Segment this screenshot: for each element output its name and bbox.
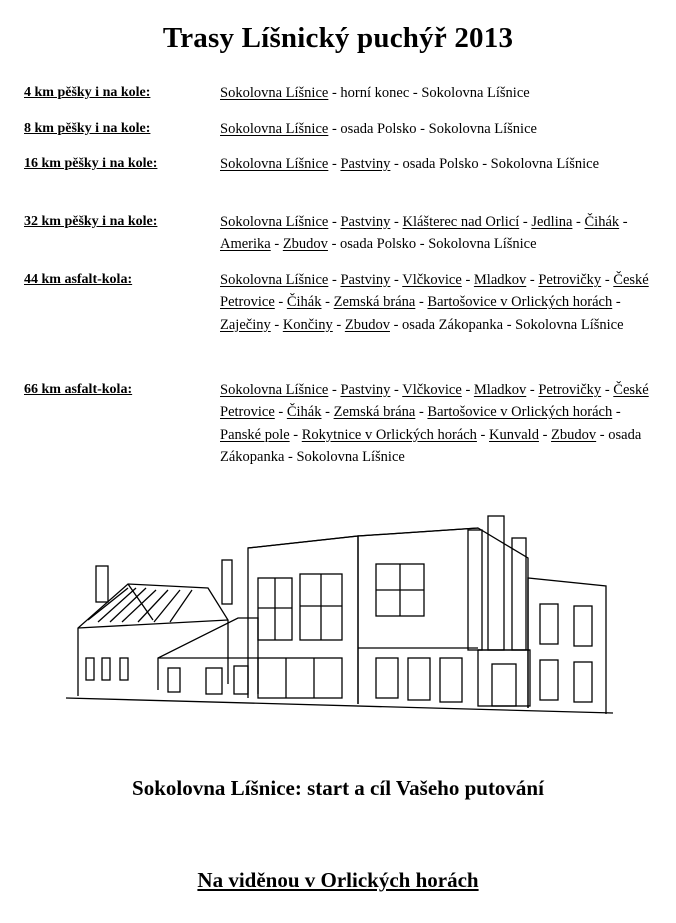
stop-link[interactable]: Sokolovna Líšnice (220, 382, 329, 398)
route-label-44km: 44 km asfalt-kola: (24, 272, 133, 287)
stop-connector-text: - (390, 214, 403, 230)
stop-connector-text: - (415, 404, 428, 421)
stop-link[interactable]: Sokolovna Líšnice (220, 214, 329, 230)
stop-connector-text: - (328, 382, 341, 398)
route-label-16km: 16 km pěšky i na kole: (24, 156, 158, 171)
start-finish-heading: Sokolovna Líšnice: start a cíl Vašeho putování (132, 776, 544, 800)
route-label-66km: 66 km asfalt-kola: (24, 382, 133, 397)
stop-connector-text: - (270, 236, 283, 253)
stop-link[interactable]: České Petrovice (220, 272, 649, 311)
stop-link[interactable]: Mladkov (473, 272, 527, 288)
stop-link[interactable]: Bartošovice v Orlických horách (427, 294, 613, 311)
route-stops-16km (220, 153, 620, 175)
route-stops-4km (220, 82, 660, 104)
stop-link[interactable]: Sokolovna Líšnice (220, 85, 329, 101)
stop-link[interactable]: Zaječiny (220, 316, 271, 333)
stop-connector-text: - (321, 404, 334, 421)
stop-connector-text: - (328, 272, 341, 288)
stop-link[interactable]: Končiny (282, 316, 333, 333)
stop-link[interactable]: Čihák (286, 294, 322, 311)
stop-connector-text: - (289, 426, 302, 443)
route-label-8km: 8 km pěšky i na kole: (24, 121, 151, 136)
stop-link[interactable]: Zbudov (551, 426, 597, 443)
stop-connector-text: - (321, 294, 334, 311)
stop-link[interactable]: Jedlina (531, 214, 573, 230)
stop-connector-text: - (461, 272, 474, 288)
stop-link[interactable]: Čihák (286, 404, 322, 421)
stop-connector-text: - (526, 272, 539, 288)
stop-connector-text: - (328, 214, 341, 230)
stop-connector-text: - horní konec - Sokolovna Líšnice (328, 85, 530, 101)
page-title: Trasy Líšnický puchýř 2013 (162, 22, 514, 54)
stop-link[interactable]: Vlčkovice (402, 272, 462, 288)
stop-link[interactable]: Bartošovice v Orlických horách (427, 404, 613, 421)
stop-link[interactable]: Pastviny (340, 156, 391, 172)
route-stops-66km (220, 379, 660, 468)
route-label-32km: 32 km pěšky i na kole: (24, 214, 158, 229)
route-label-4km: 4 km pěšky i na kole: (24, 85, 151, 100)
stop-link[interactable]: Čihák (584, 214, 620, 230)
stop-connector-text: - (619, 214, 628, 230)
stop-connector-text: - (415, 294, 428, 311)
stop-connector-text: - (274, 404, 287, 421)
stop-link[interactable]: Zemská brána (333, 294, 416, 311)
stop-link[interactable]: Zbudov (344, 316, 390, 333)
stop-link[interactable]: Klášterec nad Orlicí (402, 214, 520, 230)
stop-link[interactable]: Sokolovna Líšnice (220, 272, 329, 288)
stop-connector-text: - osada Zákopanka - Sokolovna Líšnice (389, 316, 624, 333)
stop-connector-text: - (612, 294, 621, 311)
stop-connector-text: - osada Polsko - Sokolovna Líšnice (327, 236, 537, 253)
stop-connector-text: - (572, 214, 585, 230)
stop-connector-text: - (612, 404, 621, 421)
stop-link[interactable]: Pastviny (340, 382, 391, 398)
stop-link[interactable]: Pastviny (340, 214, 391, 230)
route-stops-44km (220, 269, 660, 336)
route-stops-8km (220, 118, 660, 140)
stop-link[interactable]: Kunvald (489, 426, 539, 443)
stop-connector-text: - (519, 214, 532, 230)
stop-connector-text: - (270, 316, 283, 333)
stop-link[interactable]: Sokolovna Líšnice (220, 121, 329, 137)
stop-link[interactable]: Panské pole (220, 426, 290, 443)
stop-connector-text: - (274, 294, 287, 311)
stop-link[interactable]: České Petrovice (220, 382, 649, 421)
stop-connector-text: - osada Polsko - Sokolovna Líšnice (328, 121, 537, 137)
route-stops-32km (220, 211, 660, 256)
stop-link[interactable]: Pastviny (340, 272, 391, 288)
stop-connector-text: - (526, 382, 539, 398)
stop-connector-text: - osada Zákopanka - Sokolovna Líšnice (220, 426, 642, 465)
stop-link[interactable]: Zbudov (282, 236, 328, 253)
stop-connector-text: - (538, 426, 552, 443)
stop-link[interactable]: Vlčkovice (402, 382, 462, 398)
sokolovna-building-illustration (58, 508, 618, 730)
stop-connector-text: - osada Polsko - Sokolovna Líšnice (390, 156, 600, 172)
closing-slogan: Na viděnou v Orlických horách (197, 868, 479, 892)
stop-link[interactable]: Petrovičky (538, 272, 602, 288)
stop-link[interactable]: Zemská brána (333, 404, 416, 421)
stop-connector-text: - (476, 426, 490, 443)
stop-connector-text: - (601, 272, 614, 288)
stop-link[interactable]: Amerika (220, 236, 271, 253)
stop-link[interactable]: Sokolovna Líšnice (220, 156, 329, 172)
stop-connector-text: - (332, 316, 345, 333)
stop-connector-text: - (461, 382, 474, 398)
stop-connector-text: - (390, 272, 403, 288)
stop-connector-text: - (390, 382, 403, 398)
stop-connector-text: - (328, 156, 341, 172)
stop-connector-text: - (601, 382, 614, 398)
stop-link[interactable]: Petrovičky (538, 382, 602, 398)
stop-link[interactable]: Rokytnice v Orlických horách (301, 426, 477, 443)
stop-link[interactable]: Mladkov (473, 382, 527, 398)
